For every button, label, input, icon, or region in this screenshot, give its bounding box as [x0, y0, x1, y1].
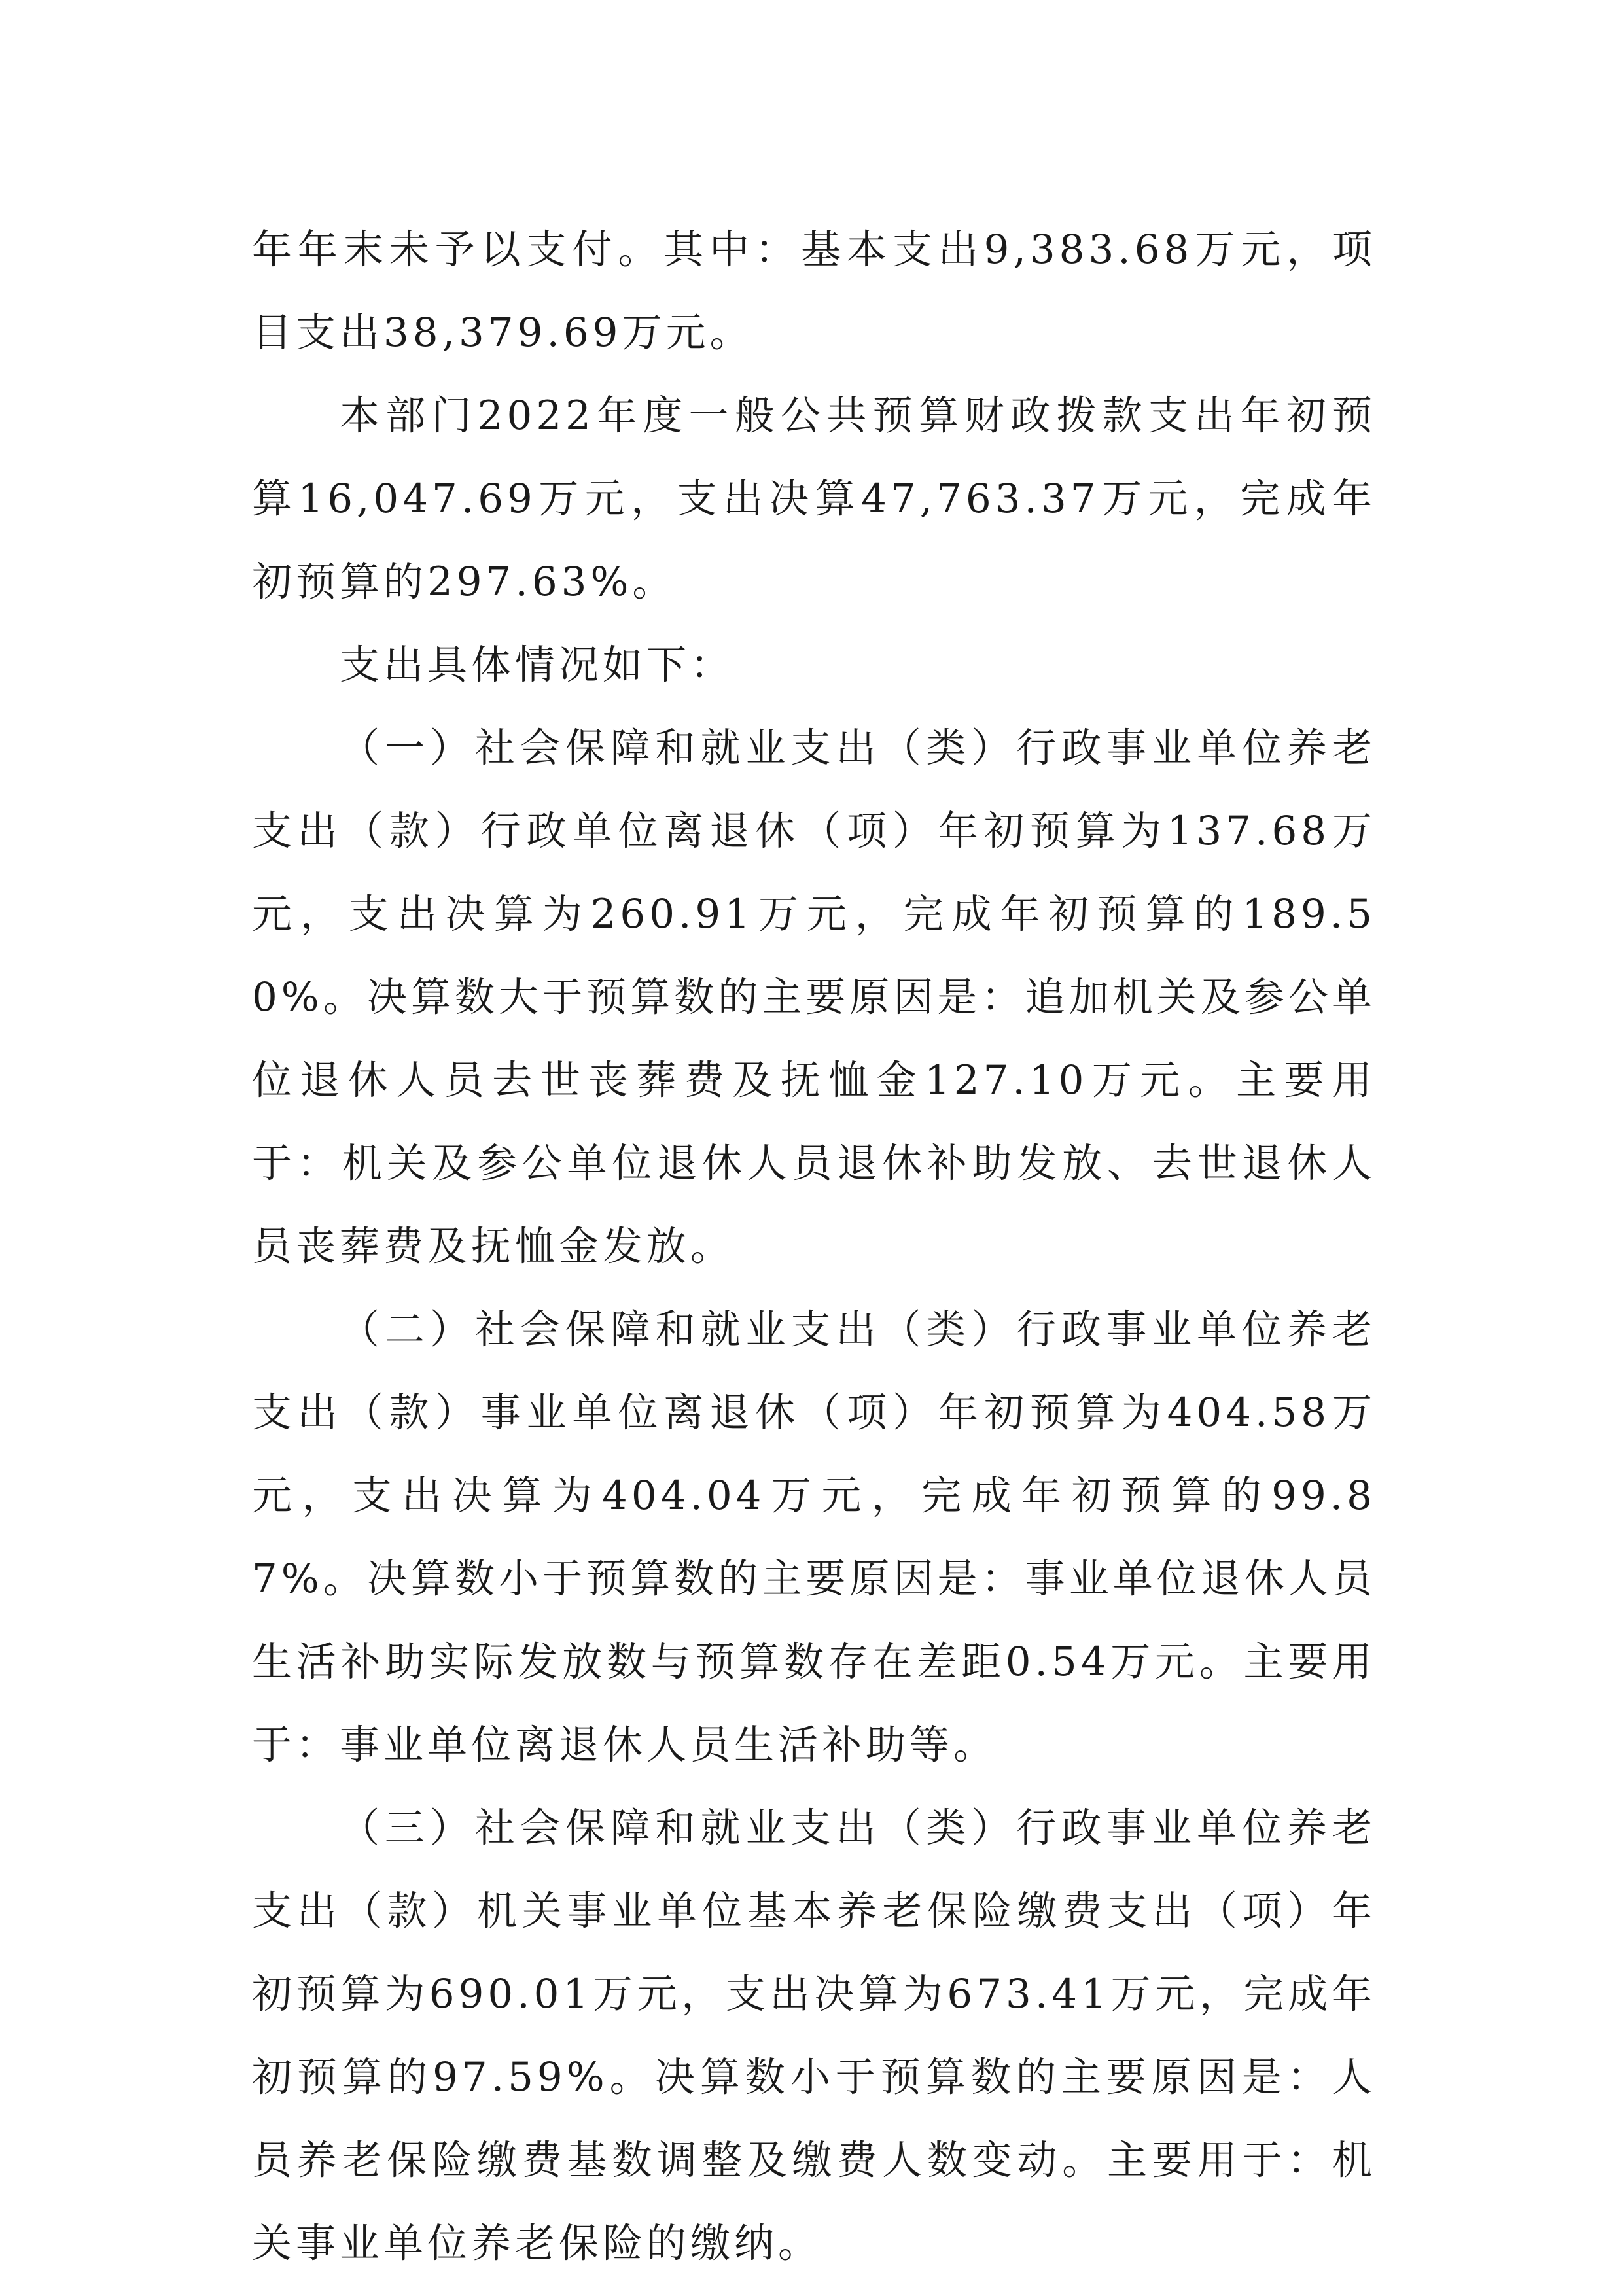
- paragraph-item-1: （一）社会保障和就业支出（类）行政事业单位养老支出（款）行政单位离退休（项）年初预算为137.68万元，支出决算为260.91万元，完成年初预算的189.50%。决算数大于预算数的主要原因是：追加机关及参公单位退休人员去世丧葬费及抚恤金127.10万元。主要用于：机关及参公单位退休人员退休补助发放、去世退休人员丧葬费及抚恤金发放。: [252, 725, 1376, 1270]
- paragraph-budget-summary: 本部门2022年度一般公共预算财政拨款支出年初预算16,047.69万元，支出决算47,763.37万元，完成年初预算的297.63%。: [252, 392, 1376, 605]
- document-body: [252, 208, 1376, 2285]
- paragraph-item-2: （二）社会保障和就业支出（类）行政事业单位养老支出（款）事业单位离退休（项）年初预算为404.58万元，支出决算为404.04万元，完成年初预算的99.87%。决算数小于预算数的主要原因是：事业单位退休人员生活补助实际发放数与预算数存在差距0.54万元。主要用于：事业单位离退休人员生活补助等。: [252, 1306, 1376, 1768]
- paragraph-expense-breakdown: 年年末未予以支付。其中：基本支出9,383.68万元，项目支出38,379.69万元。: [252, 226, 1376, 356]
- paragraph-item-3: （三）社会保障和就业支出（类）行政事业单位养老支出（款）机关事业单位基本养老保险缴费支出（项）年初预算为690.01万元，支出决算为673.41万元，完成年初预算的97.59%。决算数小于预算数的主要原因是：人员养老保险缴费基数调整及缴费人数变动。主要用于：机关事业单位养老保险的缴纳。: [252, 1805, 1376, 2267]
- paragraph-details-intro: 支出具体情况如下：: [340, 642, 735, 688]
